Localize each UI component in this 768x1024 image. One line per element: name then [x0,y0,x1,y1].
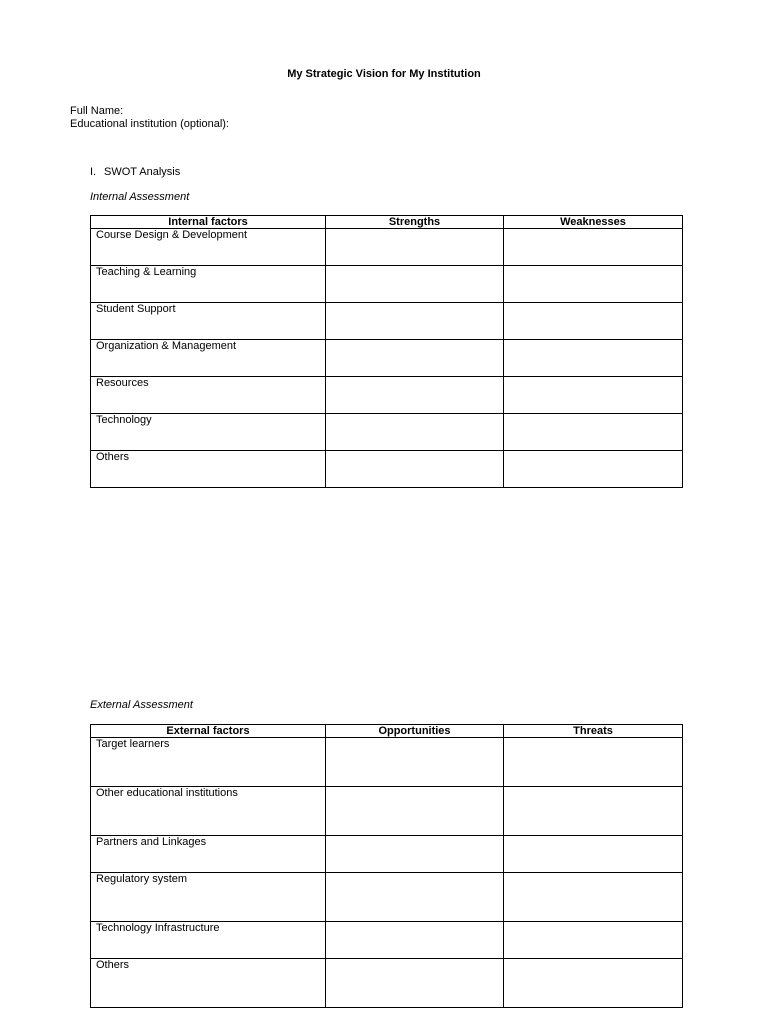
factor-label: Technology Infrastructure [91,922,326,959]
strengths-cell[interactable] [326,414,504,451]
opportunities-cell[interactable] [326,787,504,836]
factor-label: Others [91,451,326,488]
threats-cell[interactable] [504,959,683,1008]
weaknesses-cell[interactable] [504,340,683,377]
strengths-cell[interactable] [326,266,504,303]
table-header-row [91,216,683,229]
strengths-cell[interactable] [326,229,504,266]
strengths-cell[interactable] [326,451,504,488]
table-row [91,787,683,836]
table-row [91,340,683,377]
full-name-label: Full Name: [70,105,124,117]
factor-label: Regulatory system [91,873,326,922]
external-assessment-table [90,724,683,1008]
opportunities-cell[interactable] [326,959,504,1008]
opportunities-cell[interactable] [326,738,504,787]
threats-cell[interactable] [504,836,683,873]
section-number: I. [90,166,97,178]
strengths-cell[interactable] [326,340,504,377]
threats-cell[interactable] [504,787,683,836]
table-row [91,414,683,451]
factor-label: Partners and Linkages [91,836,326,873]
factor-label: Course Design & Development [91,229,326,266]
factor-label: Resources [91,377,326,414]
header-weaknesses: Weaknesses [504,216,683,229]
section-heading [90,166,180,178]
table-row [91,266,683,303]
threats-cell[interactable] [504,873,683,922]
header-threats: Threats [504,725,683,738]
factor-label: Other educational institutions [91,787,326,836]
table-row [91,738,683,787]
threats-cell[interactable] [504,922,683,959]
threats-cell[interactable] [504,738,683,787]
factor-label: Teaching & Learning [91,266,326,303]
table-row [91,377,683,414]
table-row [91,959,683,1008]
institution-label: Educational institution (optional): [70,118,229,130]
page-title: My Strategic Vision for My Institution [287,68,481,80]
weaknesses-cell[interactable] [504,303,683,340]
opportunities-cell[interactable] [326,873,504,922]
table-row [91,229,683,266]
factor-label: Organization & Management [91,340,326,377]
factor-label: Student Support [91,303,326,340]
strengths-cell[interactable] [326,303,504,340]
header-external-factors: External factors [91,725,326,738]
header-opportunities: Opportunities [326,725,504,738]
weaknesses-cell[interactable] [504,266,683,303]
weaknesses-cell[interactable] [504,451,683,488]
factor-label: Others [91,959,326,1008]
strengths-cell[interactable] [326,377,504,414]
table-row [91,922,683,959]
table-row [91,303,683,340]
factor-label: Technology [91,414,326,451]
internal-assessment-table [90,215,683,488]
table-row [91,836,683,873]
factor-label: Target learners [91,738,326,787]
opportunities-cell[interactable] [326,922,504,959]
table-row [91,451,683,488]
section-title: SWOT Analysis [104,166,181,178]
table-row [91,873,683,922]
external-assessment-label: External Assessment [90,699,193,711]
header-internal-factors: Internal factors [91,216,326,229]
weaknesses-cell[interactable] [504,377,683,414]
header-strengths: Strengths [326,216,504,229]
weaknesses-cell[interactable] [504,229,683,266]
opportunities-cell[interactable] [326,836,504,873]
weaknesses-cell[interactable] [504,414,683,451]
table-header-row [91,725,683,738]
internal-assessment-label: Internal Assessment [90,191,190,203]
